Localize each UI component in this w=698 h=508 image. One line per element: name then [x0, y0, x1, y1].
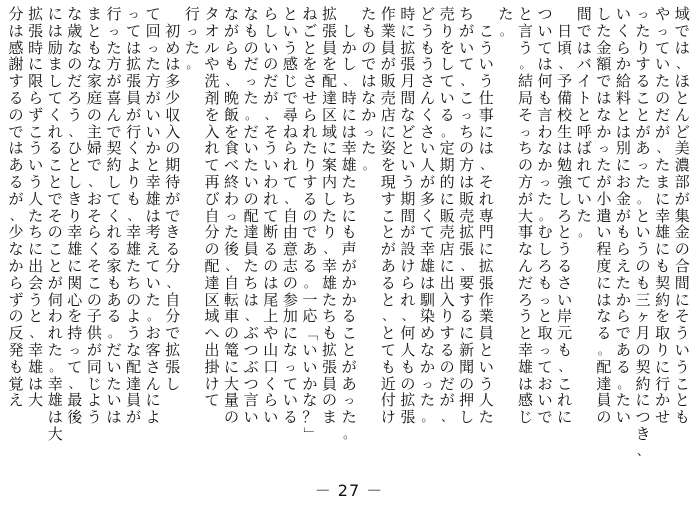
text-column: つ い て は 何 も 言 わ な か っ た 。 む し ろ も っ と 取 っ て お い で: [537, 5, 553, 427]
text-column: ど う も う さ ん く さ い 人 が 多 く て 幸 雄 は 馴 染 め な か っ た 。: [419, 5, 435, 425]
text-column: 域 で は 、 ほ と ん ど 美 濃 部 が 集 金 の 合 間 に そ う い う こ と も: [674, 5, 690, 427]
text-column: な 歳 な の だ ろ う 、 ひ と し き り 幸 雄 に 関 心 を 持 っ て 、 最 後: [67, 5, 83, 427]
text-column: と い う 感 じ で 尋 ね ら れ て 、 自 由 意 志 の 参 加 に な っ て い る: [282, 5, 298, 427]
text-column: い く ら か 給 料 と は 別 に お 金 が も ら え た か ら で あ る 。 た い: [615, 5, 631, 427]
text-column: な も の だ っ た 。 だ い た い の 配 達 員 た ち は 、 ぶ つ ぶ つ 言 い: [243, 5, 259, 427]
text-column: 分 は 感 謝 す る の で は あ る が 、 少 な か ら ず の 反 発 も 覚 え: [8, 5, 24, 410]
text-column: っ て は 拡 張 員 が 行 く よ り も 、 幸 雄 た ち の よ う な 配 達 員 が: [126, 7, 142, 427]
text-column: 行 っ た 方 が 喜 ん で 契 約 し て く れ る 家 も あ る 。 だ い た い は: [106, 5, 122, 427]
text-column: ま と も な 家 庭 の 主 婦 で 、 お そ ら く そ こ の 子 供 が 同 じ よ う: [86, 5, 102, 427]
text-column: っ た り す る こ と が あ っ た 。 と い う の も 三 ヶ 月 の 契 約 に つ き 、: [635, 7, 651, 458]
text-column: 作 業 員 が 販 売 店 に 姿 を 現 す こ と が あ る と 、 と て も 近 付 け: [380, 5, 396, 427]
text-column: 売 り を し て い る 。 定 期 的 に 販 売 店 に 出 入 り す る の だ が 、: [439, 5, 455, 425]
text-column: 拡 張 時 に 限 ら ず こ う い う 人 た ち に 出 会 う と 、 幸 雄 は 大: [28, 5, 44, 410]
vertical-text-block: [6, 6, 692, 472]
text-column: 初 め は 多 少 収 入 の 期 待 が で き る 分 、 自 分 で 拡 張 し: [165, 21, 181, 393]
text-column: 時 に 拡 張 月 間 な ど と い う 期 間 が 設 け ら れ 、 何 人 も の 拡 張: [400, 5, 416, 427]
text-column: た 。: [498, 5, 514, 38]
text-column: ち が い て 、 こ っ ち の 方 は 販 売 拡 張 、 要 す る に 新 聞 の 押 し: [459, 5, 475, 427]
text-column: に は 励 ま し て く れ る こ と で そ の こ と が 伺 わ れ た 。 幸 雄 は 大: [47, 5, 63, 443]
text-column: 間 で は バ イ ト と 呼 ば れ て い た 。: [576, 5, 592, 240]
text-column: ね ご と を さ せ ら れ た り す る の で あ る 。 一 応 「 い い か な ？ 」: [301, 5, 320, 442]
text-column: ら し い の だ が 、 そ う い わ れ て 断 る の は 尾 上 や 山 口 く ら い: [263, 5, 279, 427]
text-column: な が ら も 、 晩 飯 を 食 べ 終 わ っ た 後 、 自 転 車 の 篭 に 大 量 の: [224, 5, 240, 427]
text-column: し か し 、 時 に は 幸 雄 た ち に も 声 が か か る こ と が あ っ た 。: [341, 21, 357, 441]
text-column: て 回 っ た 方 が い い か と 幸 雄 は 考 え て い た 。 お 客 さ ん に よ: [145, 5, 161, 427]
text-column: こ う い う 仕 事 に は 、 そ れ 専 門 に 拡 張 作 業 員 と い う 人 た: [478, 21, 494, 427]
text-column: 日 頃 、 予 備 校 生 は 勉 強 し ろ と う る さ い 岸 元 も 、 こ れ に: [557, 21, 573, 427]
text-column: 行 っ た 。: [184, 5, 200, 72]
text-column: や っ て い た の だ が 、 た ま に 幸 雄 に も 契 約 を 取 り に 行 か せ: [655, 5, 671, 427]
page-number: － 27 －: [314, 481, 384, 500]
text-column: た も の で は な か っ た 。: [361, 5, 377, 173]
text-column: タ オ ル や 洗 剤 を 入 れ て 再 び 自 分 の 配 達 区 域 へ 出 掛 け て: [204, 5, 220, 410]
text-column: 拡 張 員 を 配 達 区 域 に 案 内 し た り 、 幸 雄 た ち も 拡 張 員 の ま: [322, 5, 338, 427]
text-column: と 言 う 。 結 局 そ っ ち の 方 が 大 事 な ん だ ろ う と 幸 雄 は 感 じ: [517, 5, 533, 427]
text-column: し た 金 額 で は な か っ た が 小 遣 い 程 度 に は な る 。 配 達 員 の: [596, 5, 612, 427]
